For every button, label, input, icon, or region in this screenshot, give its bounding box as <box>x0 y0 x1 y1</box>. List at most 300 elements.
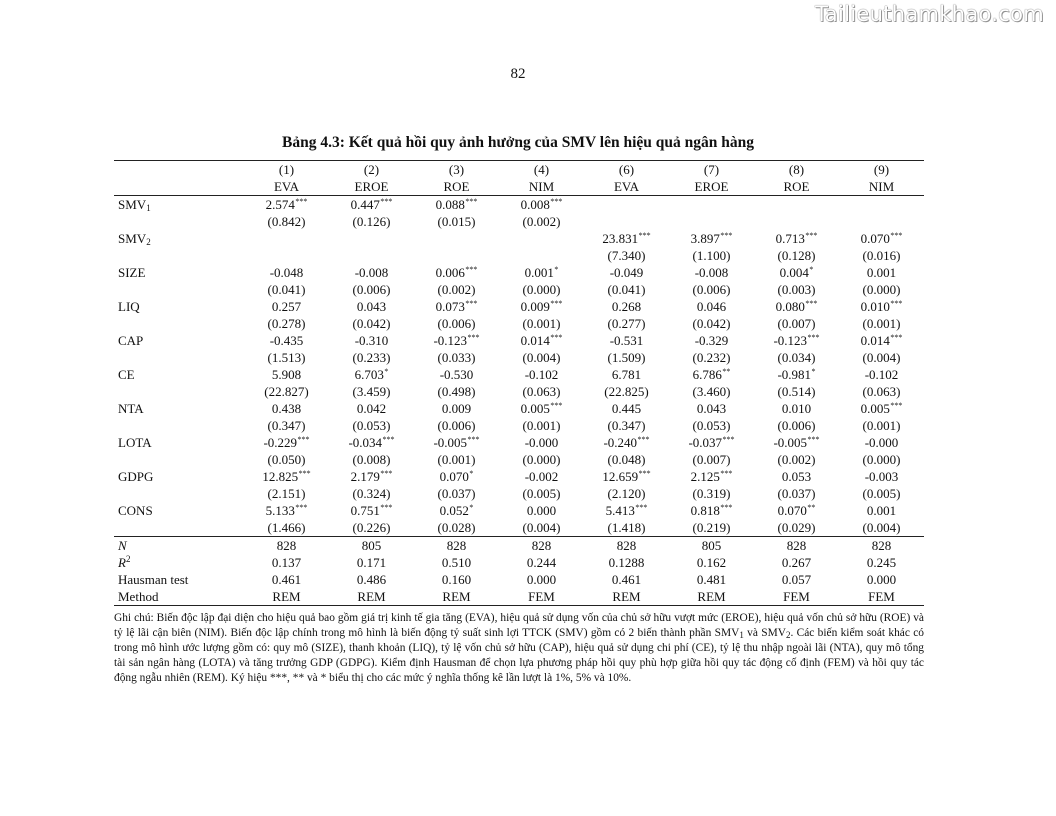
standard-error-row <box>114 247 924 264</box>
standard-error-cell: (0.001) <box>862 418 901 433</box>
statistics-row <box>114 588 924 606</box>
coefficient-cell <box>244 502 329 519</box>
coefficient-value: 2.125 <box>690 469 720 484</box>
coefficient-cell <box>414 366 499 383</box>
coefficient-cell <box>839 468 924 485</box>
coefficient-cell <box>414 230 499 247</box>
coefficient-value: -0.531 <box>609 333 644 348</box>
statistic-superscript: 2 <box>125 554 131 564</box>
page-number: 82 <box>510 66 526 82</box>
standard-error-cell: (0.006) <box>437 316 476 331</box>
significance-stars: *** <box>382 435 395 444</box>
coefficient-cell <box>584 264 669 281</box>
variable-label <box>114 196 244 214</box>
coefficient-cell <box>754 400 839 417</box>
coefficient-cell <box>329 196 414 214</box>
coefficient-cell <box>839 298 924 315</box>
table-note <box>114 611 924 686</box>
coefficient-value: 0.005 <box>520 401 550 416</box>
row-label-empty <box>114 315 244 332</box>
row-label-empty <box>114 417 244 434</box>
standard-error-cell: (0.050) <box>267 452 306 467</box>
coefficient-value: -0.102 <box>524 367 559 382</box>
standard-error-cell: (0.048) <box>607 452 646 467</box>
statistic-value: 0.000 <box>866 572 897 587</box>
significance-stars: * <box>384 367 389 376</box>
row-label-empty <box>114 519 244 537</box>
variable-name: SMV <box>118 231 147 246</box>
row-label-empty <box>114 247 244 264</box>
standard-error-cell: (0.037) <box>437 486 476 501</box>
coefficient-cell <box>839 502 924 519</box>
statistic-value: 0.160 <box>441 572 472 587</box>
coefficient-value: 0.042 <box>356 401 387 416</box>
row-label-empty <box>114 161 244 179</box>
coefficient-row <box>114 332 924 349</box>
coefficient-value: 3.897 <box>690 231 720 246</box>
statistics-row <box>114 537 924 555</box>
standard-error-cell: (0.006) <box>352 282 391 297</box>
variable-label <box>114 230 244 247</box>
significance-stars: * <box>811 367 816 376</box>
coefficient-row <box>114 230 924 247</box>
standard-error-cell: (0.041) <box>607 282 646 297</box>
standard-error-cell: (0.514) <box>777 384 816 399</box>
coefficient-cell <box>499 196 584 214</box>
note-subscript-2: 2 <box>785 630 791 640</box>
standard-error-cell: (0.347) <box>267 418 306 433</box>
column-number: (6) <box>618 162 635 177</box>
standard-error-cell: (0.233) <box>352 350 391 365</box>
statistic-value: 0.000 <box>526 572 557 587</box>
significance-stars: *** <box>637 435 650 444</box>
coefficient-value: 12.659 <box>602 469 639 484</box>
coefficient-cell <box>329 298 414 315</box>
coefficient-value: 5.908 <box>271 367 302 382</box>
significance-stars: *** <box>297 435 310 444</box>
standard-error-cell: (0.033) <box>437 350 476 365</box>
standard-error-cell: (0.004) <box>862 520 901 535</box>
coefficient-cell <box>584 468 669 485</box>
standard-error-cell: (22.825) <box>604 384 649 399</box>
standard-error-row <box>114 451 924 468</box>
standard-error-row <box>114 281 924 298</box>
coefficient-value: 0.080 <box>775 299 805 314</box>
standard-error-cell: (0.004) <box>862 350 901 365</box>
coefficient-cell <box>499 434 584 451</box>
coefficient-row <box>114 366 924 383</box>
significance-stars: *** <box>635 503 648 512</box>
significance-stars: ** <box>722 367 731 376</box>
significance-stars: *** <box>380 197 393 206</box>
column-number: (8) <box>788 162 805 177</box>
coefficient-cell <box>329 264 414 281</box>
standard-error-cell: (0.324) <box>352 486 391 501</box>
coefficient-value: 0.088 <box>435 197 465 212</box>
standard-error-cell: (0.498) <box>437 384 476 399</box>
coefficient-value: 0.005 <box>860 401 890 416</box>
column-dependent-variable: EROE <box>669 178 754 196</box>
standard-error-cell: (0.226) <box>352 520 391 535</box>
coefficient-cell <box>669 366 754 383</box>
standard-error-row <box>114 315 924 332</box>
row-label-empty <box>114 451 244 468</box>
variable-label <box>114 502 244 519</box>
standard-error-cell: (0.005) <box>862 486 901 501</box>
significance-stars: *** <box>638 231 651 240</box>
variable-name: LIQ <box>118 299 140 314</box>
coefficient-cell <box>584 400 669 417</box>
column-dependent-variable: ROE <box>754 178 839 196</box>
statistic-value: 0.461 <box>271 572 302 587</box>
variable-name: CE <box>118 367 135 382</box>
coefficient-value: 23.831 <box>602 231 639 246</box>
significance-stars: *** <box>890 299 903 308</box>
statistic-value: 0.510 <box>441 555 472 570</box>
coefficient-cell <box>329 366 414 383</box>
coefficient-value: 0.257 <box>271 299 302 314</box>
coefficient-cell <box>414 502 499 519</box>
note-text-part2: và SMV <box>743 627 786 639</box>
coefficient-cell <box>754 264 839 281</box>
variable-name: NTA <box>118 401 144 416</box>
coefficient-value: 0.043 <box>356 299 387 314</box>
coefficient-cell <box>329 468 414 485</box>
statistic-value: 0.245 <box>866 555 897 570</box>
statistic-name: Hausman test <box>118 572 189 587</box>
statistic-value: REM <box>357 589 386 604</box>
statistic-value: 805 <box>329 537 414 555</box>
significance-stars: *** <box>467 435 480 444</box>
coefficient-value: 0.014 <box>860 333 890 348</box>
coefficient-row <box>114 468 924 485</box>
coefficient-value: -0.310 <box>354 333 389 348</box>
standard-error-cell <box>499 247 584 264</box>
coefficient-cell <box>499 264 584 281</box>
coefficient-cell <box>499 502 584 519</box>
coefficient-cell <box>244 230 329 247</box>
coefficient-value: 0.000 <box>526 503 557 518</box>
coefficient-value: 0.070 <box>439 469 469 484</box>
standard-error-cell: (0.001) <box>437 452 476 467</box>
standard-error-cell <box>839 213 924 230</box>
variable-label <box>114 298 244 315</box>
column-dependent-variable: NIM <box>499 178 584 196</box>
statistic-value: 828 <box>499 537 584 555</box>
coefficient-value: 0.001 <box>524 265 554 280</box>
note-subscript-1: 1 <box>739 630 744 640</box>
standard-error-cell: (0.001) <box>522 418 561 433</box>
standard-error-cell <box>669 213 754 230</box>
significance-stars: *** <box>465 265 478 274</box>
standard-error-cell: (0.053) <box>352 418 391 433</box>
significance-stars: *** <box>380 503 393 512</box>
coefficient-value: -0.240 <box>603 435 638 450</box>
coefficient-cell <box>584 502 669 519</box>
standard-error-cell <box>584 213 669 230</box>
coefficient-value: 0.043 <box>696 401 727 416</box>
standard-error-cell: (0.016) <box>862 248 901 263</box>
standard-error-cell: (0.053) <box>692 418 731 433</box>
standard-error-cell: (0.842) <box>267 214 306 229</box>
standard-error-cell: (3.459) <box>352 384 391 399</box>
coefficient-value: 0.046 <box>696 299 727 314</box>
coefficient-value: 6.781 <box>611 367 642 382</box>
row-label-empty <box>114 281 244 298</box>
statistic-value: REM <box>612 589 641 604</box>
statistic-value: REM <box>442 589 471 604</box>
header-row-model-numbers <box>114 161 924 179</box>
coefficient-value: -0.123 <box>773 333 808 348</box>
statistic-name: N <box>118 538 127 553</box>
coefficient-value: 0.053 <box>781 469 812 484</box>
standard-error-cell: (0.005) <box>522 486 561 501</box>
variable-subscript: 2 <box>146 237 151 247</box>
coefficient-cell <box>414 434 499 451</box>
coefficient-value: -0.329 <box>694 333 729 348</box>
coefficient-value: -0.008 <box>694 265 729 280</box>
coefficient-cell <box>754 434 839 451</box>
standard-error-cell: (2.120) <box>607 486 646 501</box>
coefficient-cell <box>839 366 924 383</box>
coefficient-cell <box>839 434 924 451</box>
standard-error-cell: (0.006) <box>692 282 731 297</box>
significance-stars: * <box>469 469 474 478</box>
coefficient-cell <box>669 400 754 417</box>
watermark-text: Tailieuthamkhao.com <box>815 2 1044 26</box>
coefficient-value: 5.413 <box>605 503 635 518</box>
significance-stars: * <box>809 265 814 274</box>
column-number: (3) <box>448 162 465 177</box>
statistic-value: 828 <box>414 537 499 555</box>
standard-error-cell: (0.029) <box>777 520 816 535</box>
coefficient-value: 12.825 <box>262 469 299 484</box>
significance-stars: *** <box>467 333 480 342</box>
coefficient-value: 0.014 <box>520 333 550 348</box>
statistic-value: FEM <box>868 589 895 604</box>
coefficient-value: 0.006 <box>435 265 465 280</box>
variable-name: LOTA <box>118 435 152 450</box>
coefficient-cell <box>584 366 669 383</box>
standard-error-cell: (0.003) <box>777 282 816 297</box>
coefficient-cell <box>754 332 839 349</box>
coefficient-value: -0.229 <box>263 435 298 450</box>
significance-stars: *** <box>805 231 818 240</box>
statistic-value: 0.267 <box>781 555 812 570</box>
coefficient-row <box>114 264 924 281</box>
variable-label <box>114 468 244 485</box>
coefficient-value: -0.008 <box>354 265 389 280</box>
statistic-name: R <box>118 555 126 570</box>
standard-error-cell: (0.000) <box>522 282 561 297</box>
statistic-value: FEM <box>528 589 555 604</box>
coefficient-cell <box>244 298 329 315</box>
standard-error-cell: (0.001) <box>522 316 561 331</box>
coefficient-cell <box>669 264 754 281</box>
coefficient-value: 0.070 <box>777 503 807 518</box>
coefficient-cell <box>414 264 499 281</box>
statistic-value: FEM <box>783 589 810 604</box>
significance-stars: *** <box>805 299 818 308</box>
statistic-value: 805 <box>669 537 754 555</box>
standard-error-cell: (22.827) <box>264 384 309 399</box>
standard-error-cell <box>414 247 499 264</box>
standard-error-cell: (0.042) <box>692 316 731 331</box>
significance-stars: *** <box>465 197 478 206</box>
standard-error-cell: (0.319) <box>692 486 731 501</box>
coefficient-cell <box>839 230 924 247</box>
coefficient-cell <box>669 502 754 519</box>
row-label-empty <box>114 349 244 366</box>
coefficient-cell <box>414 468 499 485</box>
coefficient-cell <box>499 332 584 349</box>
regression-results-table <box>114 160 924 606</box>
note-text-part1: Ghi chú: Biến độc lập đại diện cho hiệu quả bao gồm giá trị kinh tế gia tăng (EVA), hiệu quả sử dụng vốn của chủ sở hữu vượt mức (EROE), hiệu quả vốn chủ sở hữu (ROE) và tỷ lệ lãi cận biên (NIM). Biến độc lập chính trong mô hình là biến động tỷ suất sinh lợi TTCK (SMV) gồm có 2 biến thành phần SMV <box>114 612 924 639</box>
column-number: (2) <box>363 162 380 177</box>
coefficient-cell <box>329 434 414 451</box>
variable-label <box>114 366 244 383</box>
coefficient-cell <box>244 434 329 451</box>
standard-error-cell: (7.340) <box>607 248 646 263</box>
coefficient-value: 0.004 <box>779 265 809 280</box>
row-label-empty <box>114 213 244 230</box>
standard-error-cell: (0.002) <box>522 214 561 229</box>
table-body <box>114 161 924 606</box>
statistic-label <box>114 554 244 571</box>
standard-error-cell: (0.000) <box>862 282 901 297</box>
coefficient-cell <box>754 230 839 247</box>
statistic-value: REM <box>272 589 301 604</box>
coefficient-cell <box>839 400 924 417</box>
coefficient-cell <box>329 502 414 519</box>
standard-error-cell: (1.466) <box>267 520 306 535</box>
statistic-value: 828 <box>584 537 669 555</box>
coefficient-cell <box>754 298 839 315</box>
significance-stars: *** <box>720 469 733 478</box>
significance-stars: ** <box>807 503 816 512</box>
coefficient-value: 0.073 <box>435 299 465 314</box>
coefficient-cell <box>414 400 499 417</box>
coefficient-cell <box>244 264 329 281</box>
significance-stars: *** <box>807 333 820 342</box>
coefficient-cell <box>584 434 669 451</box>
coefficient-value: -0.000 <box>864 435 899 450</box>
coefficient-row <box>114 196 924 214</box>
row-label-empty <box>114 178 244 196</box>
column-dependent-variable: NIM <box>839 178 924 196</box>
statistic-value: REM <box>697 589 726 604</box>
coefficient-cell <box>414 332 499 349</box>
standard-error-cell: (0.126) <box>352 214 391 229</box>
coefficient-value: 0.447 <box>350 197 380 212</box>
coefficient-value: 0.438 <box>271 401 302 416</box>
coefficient-row <box>114 400 924 417</box>
statistic-label <box>114 537 244 555</box>
significance-stars: *** <box>298 469 311 478</box>
coefficient-value: 0.010 <box>860 299 890 314</box>
significance-stars: *** <box>465 299 478 308</box>
statistics-row <box>114 571 924 588</box>
statistic-value: 0.244 <box>526 555 557 570</box>
standard-error-cell: (0.002) <box>777 452 816 467</box>
statistic-label <box>114 588 244 606</box>
standard-error-cell: (0.006) <box>777 418 816 433</box>
standard-error-cell: (1.100) <box>692 248 731 263</box>
variable-subscript: 1 <box>146 203 151 213</box>
statistic-value: 828 <box>754 537 839 555</box>
coefficient-value: -0.048 <box>269 265 304 280</box>
statistic-value: 0.481 <box>696 572 727 587</box>
variable-label <box>114 264 244 281</box>
column-number: (7) <box>703 162 720 177</box>
coefficient-cell <box>669 196 754 214</box>
coefficient-cell <box>754 502 839 519</box>
coefficient-value: -0.005 <box>773 435 808 450</box>
coefficient-value: -0.003 <box>864 469 899 484</box>
coefficient-cell <box>754 366 839 383</box>
variable-name: SIZE <box>118 265 146 280</box>
standard-error-cell: (0.004) <box>522 520 561 535</box>
coefficient-value: 2.574 <box>265 197 295 212</box>
standard-error-cell: (0.219) <box>692 520 731 535</box>
standard-error-cell: (0.028) <box>437 520 476 535</box>
coefficient-cell <box>414 196 499 214</box>
coefficient-value: 2.179 <box>350 469 380 484</box>
coefficient-value: -0.102 <box>864 367 899 382</box>
significance-stars: *** <box>380 469 393 478</box>
coefficient-cell <box>669 230 754 247</box>
coefficient-cell <box>499 298 584 315</box>
standard-error-row <box>114 213 924 230</box>
significance-stars: *** <box>638 469 651 478</box>
standard-error-cell: (0.041) <box>267 282 306 297</box>
standard-error-row <box>114 417 924 434</box>
column-number: (9) <box>873 162 890 177</box>
coefficient-cell <box>329 332 414 349</box>
column-number: (4) <box>533 162 550 177</box>
standard-error-row <box>114 349 924 366</box>
coefficient-cell <box>754 468 839 485</box>
coefficient-value: -0.435 <box>269 333 304 348</box>
significance-stars: *** <box>295 503 308 512</box>
standard-error-cell: (0.004) <box>522 350 561 365</box>
coefficient-value: -0.037 <box>688 435 723 450</box>
standard-error-cell: (0.015) <box>437 214 476 229</box>
standard-error-cell <box>329 247 414 264</box>
coefficient-cell <box>839 196 924 214</box>
significance-stars: *** <box>550 299 563 308</box>
header-row-dependent-variables <box>114 178 924 196</box>
statistic-value: 0.171 <box>356 555 387 570</box>
standard-error-cell: (0.347) <box>607 418 646 433</box>
statistics-row <box>114 554 924 571</box>
variable-name: CONS <box>118 503 153 518</box>
statistic-value: 0.057 <box>781 572 812 587</box>
coefficient-value: 0.001 <box>866 503 897 518</box>
coefficient-value: -0.034 <box>348 435 383 450</box>
coefficient-row <box>114 298 924 315</box>
coefficient-value: -0.049 <box>609 265 644 280</box>
coefficient-value: -0.005 <box>433 435 468 450</box>
standard-error-cell: (0.002) <box>437 282 476 297</box>
column-dependent-variable: ROE <box>414 178 499 196</box>
significance-stars: *** <box>720 231 733 240</box>
coefficient-value: 0.751 <box>350 503 380 518</box>
column-dependent-variable: EVA <box>244 178 329 196</box>
coefficient-cell <box>669 434 754 451</box>
variable-label <box>114 332 244 349</box>
significance-stars: * <box>469 503 474 512</box>
